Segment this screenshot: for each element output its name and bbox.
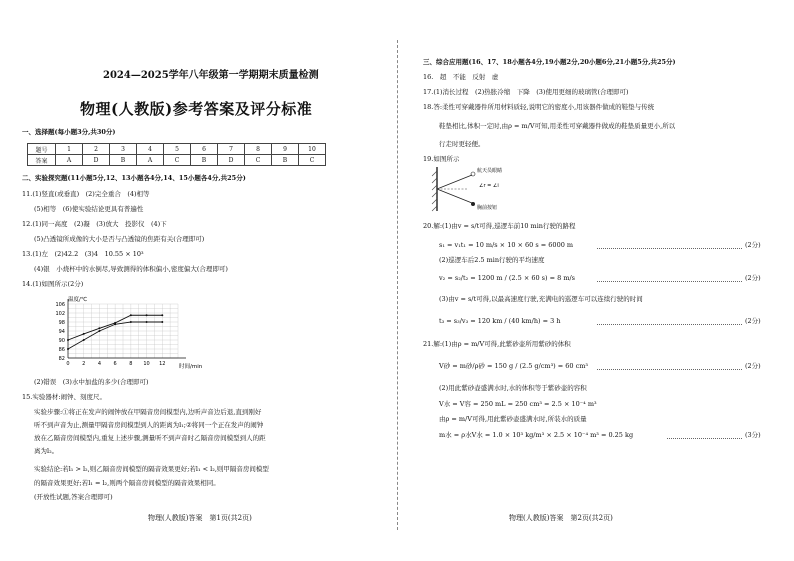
q21-line3: (2)用此紫砂壶盛满水时,水的体积等于紫砂壶的容积 <box>439 384 587 392</box>
q21-line6: m水 = ρ水V水 = 1.0 × 10³ kg/m³ × 2.5 × 10⁻⁴ m³ = 0.25 kg <box>439 431 634 439</box>
table-cell: D <box>83 155 110 166</box>
temperature-chart <box>28 292 208 376</box>
table-cell: 7 <box>218 144 245 155</box>
table-cell: 1 <box>56 144 83 155</box>
table-cell: C <box>245 155 272 166</box>
score-label: (2分) <box>745 362 761 370</box>
score-label: (2分) <box>745 274 761 282</box>
data-point <box>114 323 116 325</box>
table-cell: 答案 <box>28 155 56 166</box>
exam-header: 2024—2025学年八年级第一学期期末质量检测 <box>103 70 319 81</box>
optics-diagram <box>427 163 547 215</box>
score-label: (2分) <box>745 241 761 249</box>
page-2 <box>397 0 794 561</box>
q12-line2: (5)凸透镜所成像的大小是否与凸透镜的焦距有关(合理即可) <box>34 235 205 243</box>
table-cell: D <box>218 155 245 166</box>
dotted-leader <box>597 369 742 370</box>
x-tick-label: 0 <box>66 361 70 367</box>
dotted-leader <box>597 324 742 325</box>
label-button: 胸前按钮 <box>477 205 498 211</box>
q17-answer: 17.(1)消长过程 (2)热胀冷缩 下降 (3)使用更细的玻璃管(合理即可) <box>423 88 629 96</box>
q21-line2: V砂 = m砂/ρ砂 = 150 g / (2.5 g/cm³) = 60 cm³ <box>439 362 589 370</box>
score-label: (2分) <box>745 317 761 325</box>
section-1-heading: 一、选择题(每小题3分,共30分) <box>22 128 116 136</box>
table-cell: 8 <box>245 144 272 155</box>
y-tick-label: 90 <box>58 338 65 344</box>
data-point <box>130 321 132 323</box>
q20-line2: s₁ = v₁t₁ = 10 m/s × 10 × 60 s = 6000 m <box>439 241 574 249</box>
q14-line1: 14.(1)如图所示(2分) <box>22 280 84 288</box>
table-cell: 题号 <box>28 144 56 155</box>
x-tick-label: 6 <box>113 361 117 367</box>
table-cell: 9 <box>272 144 299 155</box>
q15-steps-line: 实验步骤:①将正在发声的闹钟放在甲隔音房间模型内,边听声音边后退,直到刚好 <box>34 408 262 416</box>
q20-line6: t₃ = s₃/v₃ = 120 km / (40 km/h) = 3 h <box>439 317 561 325</box>
chart-y-label: 温度/℃ <box>68 297 88 303</box>
eye-icon <box>471 172 475 176</box>
y-tick-label: 82 <box>58 356 65 362</box>
table-cell: 6 <box>191 144 218 155</box>
q15-steps-line: 听不到声音为止,测量甲隔音房间模型到人的距离为l₁;②将同一个正在发声的闹钟 <box>34 421 264 429</box>
reflected-ray <box>437 175 472 189</box>
data-point <box>98 327 100 329</box>
q20-line4: v₂ = s₂/t₂ = 1200 m / (2.5 × 60 s) = 8 m/s <box>439 274 576 282</box>
x-tick-label: 4 <box>97 361 102 367</box>
q11-line1: 11.(1)竖直(或垂直) (2)完全重合 (4)相等 <box>22 190 150 198</box>
q13-line2: (4)银 小烧杯中的水倒尽,导致测得的体积偏小,密度偏大(合理即可) <box>34 265 228 273</box>
x-tick-label: 8 <box>129 361 133 367</box>
chart-x-label: 时间/min <box>179 364 203 370</box>
answer-table <box>27 143 326 166</box>
q21-line1: 21.解:(1)由ρ = m/V可得,此紫砂壶所用紫砂的体积 <box>423 340 571 348</box>
mirror-hatching <box>432 171 437 211</box>
q20-line1: 20.解:(1)由v = s/t可得,巡逻车前10 min行驶的路程 <box>423 222 576 230</box>
y-tick-label: 98 <box>58 320 65 326</box>
q18-line1: 18.答:柔性可穿戴器件所用材料质轻,说明它的密度小,用该器件做成的鞋垫与传统 <box>423 103 655 111</box>
q21-line4: V水 = V容 = 250 mL = 250 cm³ = 2.5 × 10⁻⁴ m³ <box>439 400 597 408</box>
label-eye: 航天员眼睛 <box>477 168 503 174</box>
table-cell: B <box>272 155 299 166</box>
data-point <box>67 339 69 341</box>
x-tick-label: 10 <box>143 361 150 367</box>
button-dot-icon <box>471 202 475 206</box>
q15-steps-line: 离为l₂。 <box>34 447 59 455</box>
label-angle: ∠r = ∠i <box>479 183 499 189</box>
dotted-leader <box>597 248 742 249</box>
x-tick-label: 2 <box>82 361 86 367</box>
table-cell: 3 <box>110 144 137 155</box>
q21-line5: 由ρ = m/V可得,用此紫砂壶盛满水时,所装水的质量 <box>439 415 587 423</box>
table-cell: B <box>191 155 218 166</box>
q19-line: 19.如图所示 <box>423 155 460 163</box>
page-title: 物理(人教版)参考答案及评分标准 <box>80 100 313 118</box>
table-row <box>28 155 326 166</box>
q12-line1: 12.(1)同一高度 (2)凝 (3)放大 投影仪 (4)下 <box>22 220 167 228</box>
q15-steps-line: 放在乙隔音房间模型内,重复上述步骤,测量听不到声音时乙隔音房间模型到人的距 <box>34 434 266 442</box>
data-point <box>161 321 163 323</box>
score-label: (3分) <box>745 431 761 439</box>
q18-line3: 行走时更轻便。 <box>439 140 485 148</box>
y-tick-label: 94 <box>58 329 65 335</box>
table-row <box>28 144 326 155</box>
table-cell: 2 <box>83 144 110 155</box>
dotted-leader <box>667 438 742 439</box>
table-cell: B <box>110 155 137 166</box>
q20-line3: (2)巡逻车后2.5 min行驶的平均速度 <box>439 256 545 264</box>
q15-conclusion-line: 实验结论:若l₁ > l₂,则乙隔音房间模型的隔音效果更好;若l₁ < l₂,则甲隔音房间模型 <box>34 465 269 473</box>
table-cell: 10 <box>299 144 326 155</box>
q11-line2: (5)相等 (6)使实验结论更具有普遍性 <box>34 205 144 213</box>
x-tick-label: 12 <box>159 361 166 367</box>
page-1-footer: 物理(人教版)答案 第1页(共2页) <box>148 514 252 522</box>
q16-answer: 16. 超 不能 反射 虚 <box>423 73 499 81</box>
section-2-heading: 二、实验探究题(11小题5分,12、13小题各4分,14、15小题各4分,共25分) <box>22 174 246 182</box>
table-cell: 4 <box>137 144 164 155</box>
data-point <box>146 321 148 323</box>
table-cell: C <box>164 155 191 166</box>
q13-line1: 13.(1)左 (2)42.2 (3)4 10.55 × 10³ <box>22 250 144 258</box>
q15-conclusion-line: 的隔音效果更好;若l₁ = l₂,则两个隔音房间模型的隔音效果相同。 <box>34 479 220 487</box>
q15-line1: 15.实验器材:闹钟、刻度尺。 <box>22 393 107 401</box>
data-point <box>83 333 85 335</box>
incident-ray <box>437 189 472 203</box>
data-point <box>67 348 69 350</box>
q20-line5: (3)由v = s/t可得,以最高速度行驶,充满电的巡逻车可以连续行驶的时间 <box>439 295 643 303</box>
section-3-heading: 三、综合应用题(16、17、18小题各4分,19小题2分,20小题6分,21小题5分,共25分) <box>423 58 676 66</box>
data-point <box>161 314 163 316</box>
dotted-leader <box>597 281 742 282</box>
y-tick-label: 86 <box>58 347 65 353</box>
data-point <box>130 314 132 316</box>
data-point <box>83 339 85 341</box>
page-2-footer: 物理(人教版)答案 第2页(共2页) <box>509 514 613 522</box>
data-point <box>146 314 148 316</box>
q18-line2: 鞋垫相比,体积一定时,由ρ = m/V可知,用柔性可穿戴器件做成的鞋垫质量更小,所以 <box>439 122 676 130</box>
q14-line2: (2)错误 (3)水中加盐的多少(合理即可) <box>34 378 149 386</box>
table-cell: A <box>56 155 83 166</box>
table-cell: A <box>137 155 164 166</box>
data-point <box>98 330 100 332</box>
y-tick-label: 106 <box>55 302 65 308</box>
table-cell: C <box>299 155 326 166</box>
q15-note: (开放性试题,答案合理即可) <box>34 493 113 501</box>
table-cell: 5 <box>164 144 191 155</box>
y-tick-label: 102 <box>55 311 65 317</box>
